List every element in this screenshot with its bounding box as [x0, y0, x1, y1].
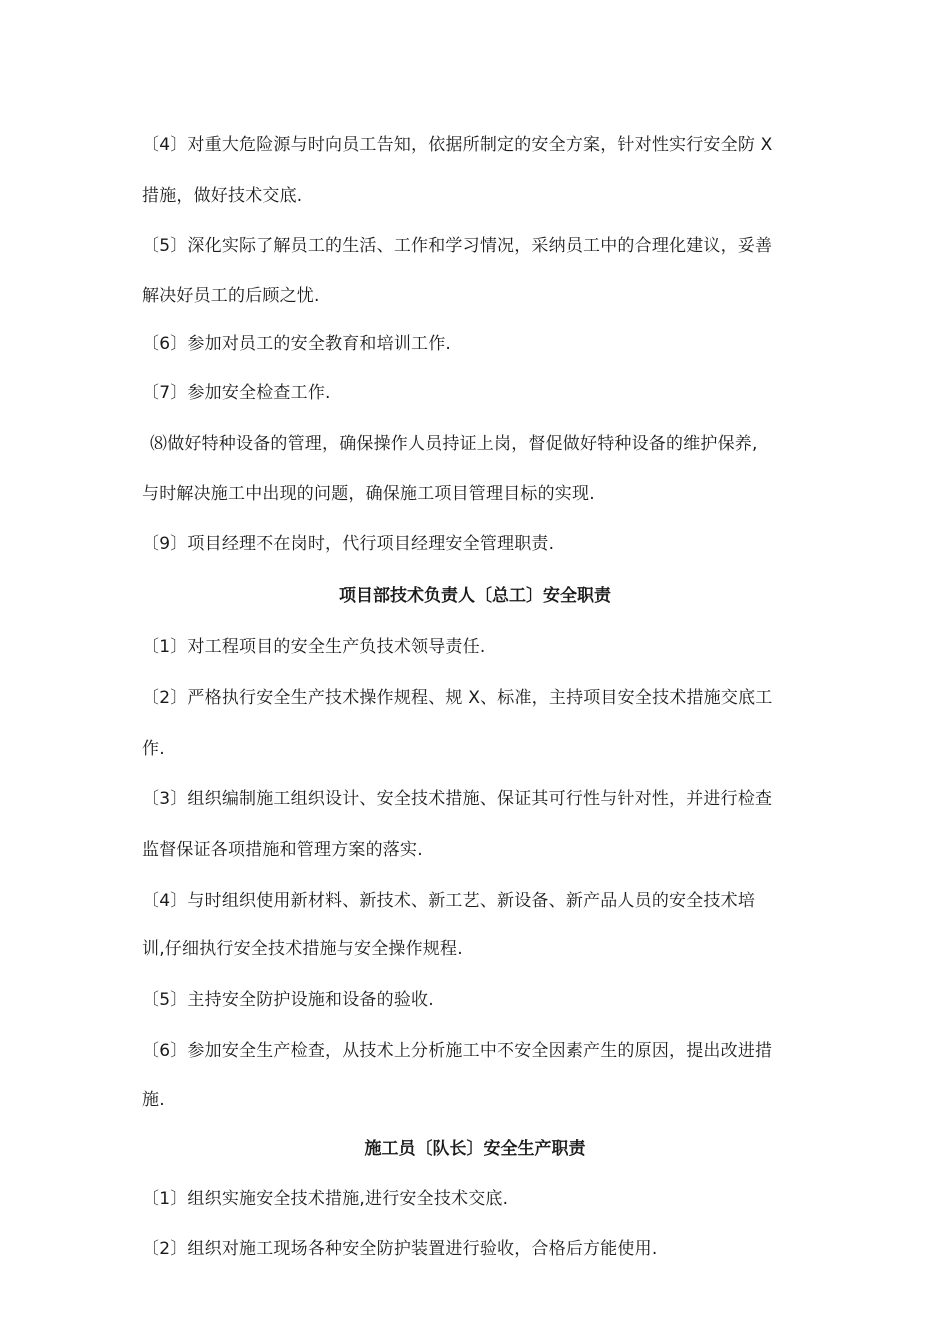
paragraph-line: 作. [142, 739, 165, 759]
paragraph-line: 〔3〕组织编制施工组织设计、安全技术措施、保证其可行性与针对性，并进行检查 [142, 789, 773, 809]
paragraph-line: ⑻做好特种设备的管理，确保操作人员持证上岗，督促做好特种设备的维护保养, [150, 434, 758, 454]
paragraph-line: 与时解决施工中出现的问题，确保施工项目管理目标的实现. [142, 484, 595, 504]
paragraph-line: 施. [142, 1090, 165, 1110]
paragraph-line: 〔6〕参加对员工的安全教育和培训工作. [142, 334, 452, 354]
paragraph-line: 〔6〕参加安全生产检查，从技术上分析施工中不安全因素产生的原因，提出改进措 [142, 1041, 773, 1061]
paragraph-line: 〔9〕项目经理不在岗时，代行项目经理安全管理职责. [142, 534, 555, 554]
paragraph-line: 〔5〕深化实际了解员工的生活、工作和学习情况，采纳员工中的合理化建议，妥善 [142, 236, 773, 256]
paragraph-line: 〔4〕与时组织使用新材料、新技术、新工艺、新设备、新产品人员的安全技术培 [142, 891, 756, 911]
paragraph-line: 〔1〕组织实施安全技术措施,进行安全技术交底. [142, 1189, 509, 1209]
section-heading: 施工员〔队长〕安全生产职责 [364, 1139, 586, 1159]
paragraph-line: 〔7〕参加安全检查工作. [142, 383, 331, 403]
paragraph-line: 监督保证各项措施和管理方案的落实. [142, 840, 423, 860]
paragraph-line: 〔2〕严格执行安全生产技术操作规程、规 X、标准，主持项目安全技术措施交底工 [142, 688, 773, 708]
paragraph-line: 〔5〕主持安全防护设施和设备的验收. [142, 990, 434, 1010]
section-heading: 项目部技术负责人〔总工〕安全职责 [339, 586, 611, 606]
paragraph-line: 〔4〕对重大危险源与时向员工告知，依据所制定的安全方案，针对性实行安全防 X [142, 135, 773, 155]
paragraph-line: 〔2〕组织对施工现场各种安全防护装置进行验收，合格后方能使用. [142, 1239, 658, 1259]
paragraph-line: 解决好员工的后顾之忧. [142, 286, 320, 306]
paragraph-line: 训,仔细执行安全技术措施与安全操作规程. [142, 939, 463, 959]
paragraph-line: 措施，做好技术交底. [142, 186, 303, 206]
paragraph-line: 〔1〕对工程项目的安全生产负技术领导责任. [142, 637, 486, 657]
